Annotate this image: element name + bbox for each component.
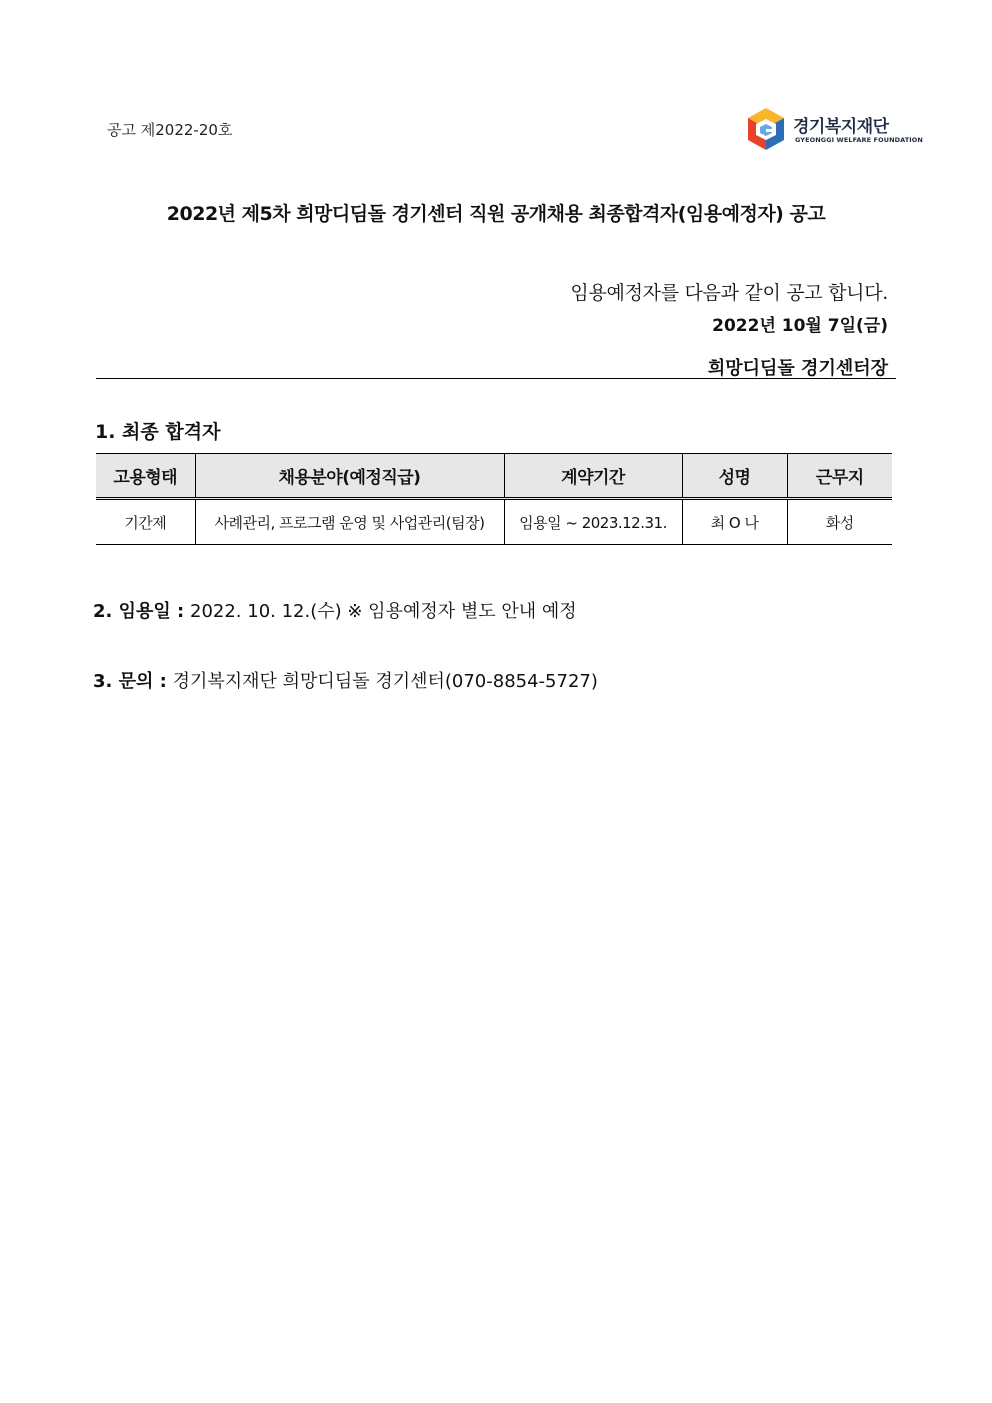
cell-contract-period: 임용일 ~ 2023.12.31. <box>504 499 682 545</box>
cell-employment-type: 기간제 <box>96 499 195 545</box>
section-1-heading: 1. 최종 합격자 <box>95 421 221 443</box>
logo-name-en: GYEONGGI WELFARE FOUNDATION <box>795 136 923 144</box>
table-header-row <box>96 454 892 499</box>
intro-text: 임용예정자를 다음과 같이 공고 합니다. <box>570 282 888 304</box>
logo-name-kr: 경기복지재단 <box>793 117 889 137</box>
appointment-date-text: 2022. 10. 12.(수) ※ 임용예정자 별도 안내 예정 <box>190 601 577 622</box>
inquiry-label: 3. 문의 : <box>93 671 167 692</box>
inquiry-text: 경기복지재단 희망디딤돌 경기센터(070-8854-5727) <box>172 671 598 692</box>
signer: 희망디딤돌 경기센터장 <box>707 358 888 379</box>
foundation-logo-icon <box>745 106 787 152</box>
header-contract-period: 계약기간 <box>504 454 682 499</box>
cell-workplace: 화성 <box>787 499 892 545</box>
table-row <box>96 499 892 545</box>
page-title: 2022년 제5차 희망디딤돌 경기센터 직원 공개채용 최종합격자(임용예정자) 공고 <box>166 203 826 225</box>
notice-number: 공고 제2022-20호 <box>107 121 233 139</box>
appointment-date-label: 2. 임용일 : <box>93 601 185 622</box>
header-name: 성명 <box>682 454 787 499</box>
notice-date: 2022년 10월 7일(금) <box>712 316 888 336</box>
inquiry-line <box>93 667 598 693</box>
cell-recruitment-field: 사례관리, 프로그램 운영 및 사업관리(팀장) <box>195 499 504 545</box>
header-workplace: 근무지 <box>787 454 892 499</box>
foundation-logo <box>745 106 923 154</box>
header-recruitment-field: 채용분야(예정직급) <box>195 454 504 499</box>
appointment-date-line <box>93 597 577 623</box>
final-candidates-table <box>96 453 892 545</box>
cell-name: 최 O 나 <box>682 499 787 545</box>
header-divider <box>96 378 896 379</box>
header-employment-type: 고용형태 <box>96 454 195 499</box>
